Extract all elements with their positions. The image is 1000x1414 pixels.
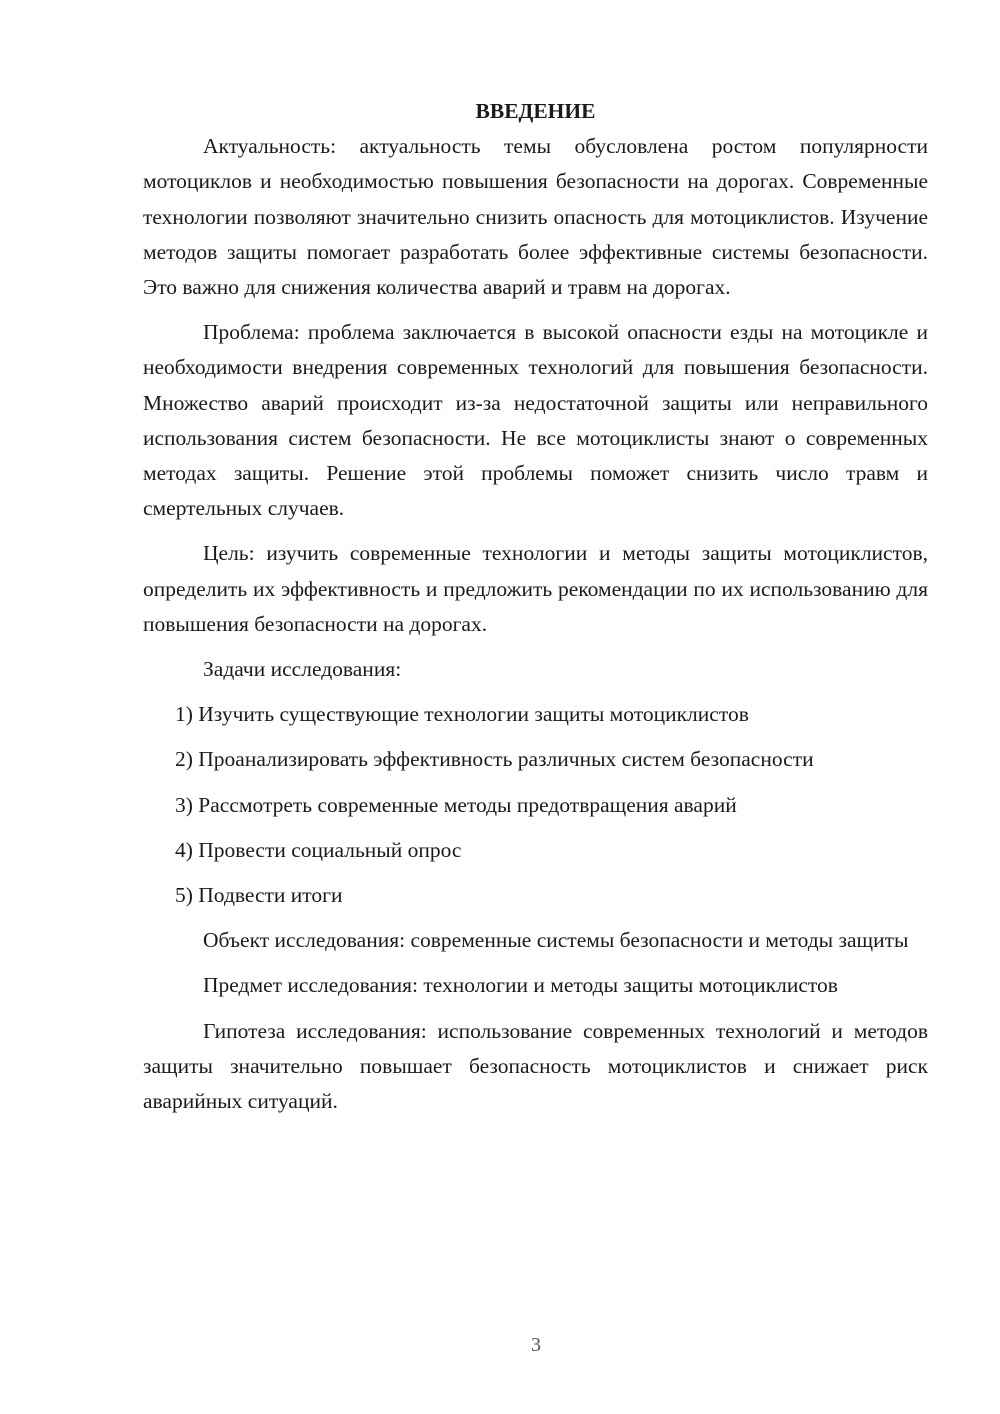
page-title: ВВЕДЕНИЕ (475, 99, 596, 123)
paragraph-hypothesis: Гипотеза исследования: использование современных технологий и методов защиты значительно повышает безопасность мотоциклистов и снижает риск аварийных ситуаций. (143, 1018, 928, 1114)
list-item: 5) Подвести итоги (175, 883, 343, 908)
tasks-heading: Задачи исследования: (203, 657, 402, 682)
list-item: 4) Провести социальный опрос (175, 837, 462, 862)
document-page (143, 94, 928, 1129)
list-item: 3) Рассмотреть современные методы предотвращения аварий (175, 792, 737, 817)
tasks-list (143, 697, 928, 913)
paragraph-goal: Цель: изучить современные технологии и методы защиты мотоциклистов, определить их эффективность и предложить рекомендации по их использованию для повышения безопасности на дорогах. (143, 541, 928, 636)
paragraph-subject: Предмет исследования: технологии и методы защиты мотоциклистов (203, 973, 838, 998)
page-number: 3 (531, 1334, 541, 1356)
paragraph-problem: Проблема: проблема заключается в высокой опасности езды на мотоцикле и необходимости внедрения современных технологий для повышения безопасности. Множество аварий происходит из-за недостаточной защиты или неправильного использования систем безопасности. Не все мотоциклисты знают о современных методах защиты. Решение этой проблемы поможет снизить число травм и смертельных случаев. (143, 320, 928, 521)
paragraph-actuality: Актуальность: актуальность темы обусловлена ростом популярности мотоциклов и необходимостью повышения безопасности на дорогах. Современные технологии позволяют значительно снизить опасность для мотоциклистов. Изучение методов защиты помогает разработать более эффективные системы безопасности. Это важно для снижения количества аварий и травм на дорогах. (143, 134, 928, 300)
list-item: 1) Изучить существующие технологии защиты мотоциклистов (175, 702, 749, 727)
list-item: 2) Проанализировать эффективность различных систем безопасности (175, 747, 814, 772)
paragraph-object: Объект исследования: современные системы безопасности и методы защиты (203, 928, 909, 953)
